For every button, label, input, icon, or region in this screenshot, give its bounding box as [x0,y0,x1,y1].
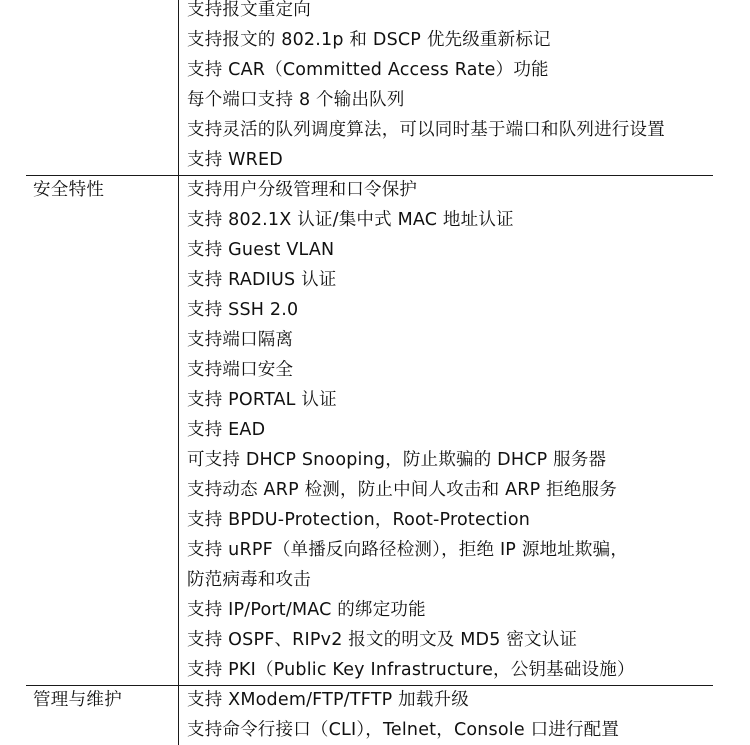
feature-item: 支持 RADIUS 认证 [187,270,337,290]
feature-list [187,685,750,745]
feature-item: 支持 CAR（Committed Access Rate）功能 [187,60,549,80]
feature-list [187,0,750,175]
feature-item: 支持灵活的队列调度算法，可以同时基于端口和队列进行设置 [187,120,665,140]
category-label: 管理与维护 [33,690,122,710]
feature-item: 支持 EAD [187,420,266,440]
spec-section-management [0,685,750,745]
feature-item: 支持 PKI（Public Key Infrastructure，公钥基础设施） [187,660,635,680]
feature-item: 支持 uRPF（单播反向路径检测），拒绝 IP 源地址欺骗， [187,540,629,560]
feature-item: 可支持 DHCP Snooping，防止欺骗的 DHCP 服务器 [187,450,607,470]
feature-item: 支持 PORTAL 认证 [187,390,337,410]
feature-item: 支持 XModem/FTP/TFTP 加载升级 [187,690,469,710]
column-divider [178,0,179,175]
feature-item: 支持 802.1X 认证/集中式 MAC 地址认证 [187,210,514,230]
spec-section-qos [0,0,750,175]
feature-item: 支持用户分级管理和口令保护 [187,180,418,200]
feature-item: 支持命令行接口（CLI），Telnet，Console 口进行配置 [187,720,620,740]
feature-item: 支持 WRED [187,150,283,170]
feature-item: 支持 IP/Port/MAC 的绑定功能 [187,600,426,620]
feature-item: 支持 BPDU-Protection，Root-Protection [187,510,531,530]
feature-item: 支持报文重定向 [187,0,311,20]
column-divider [178,175,179,685]
spec-section-security [0,175,750,685]
feature-item: 支持报文的 802.1p 和 DSCP 优先级重新标记 [187,30,551,50]
feature-item: 防范病毒和攻击 [187,570,311,590]
feature-list [187,175,750,685]
feature-item: 支持 SSH 2.0 [187,300,299,320]
feature-item: 支持端口安全 [187,360,294,380]
category-label: 安全特性 [33,180,105,200]
feature-item: 支持端口隔离 [187,330,294,350]
column-divider [178,685,179,745]
feature-item: 支持 Guest VLAN [187,240,335,260]
feature-item: 支持 OSPF、RIPv2 报文的明文及 MD5 密文认证 [187,630,578,650]
feature-item: 支持动态 ARP 检测，防止中间人攻击和 ARP 拒绝服务 [187,480,617,500]
feature-item: 每个端口支持 8 个输出队列 [187,90,405,110]
